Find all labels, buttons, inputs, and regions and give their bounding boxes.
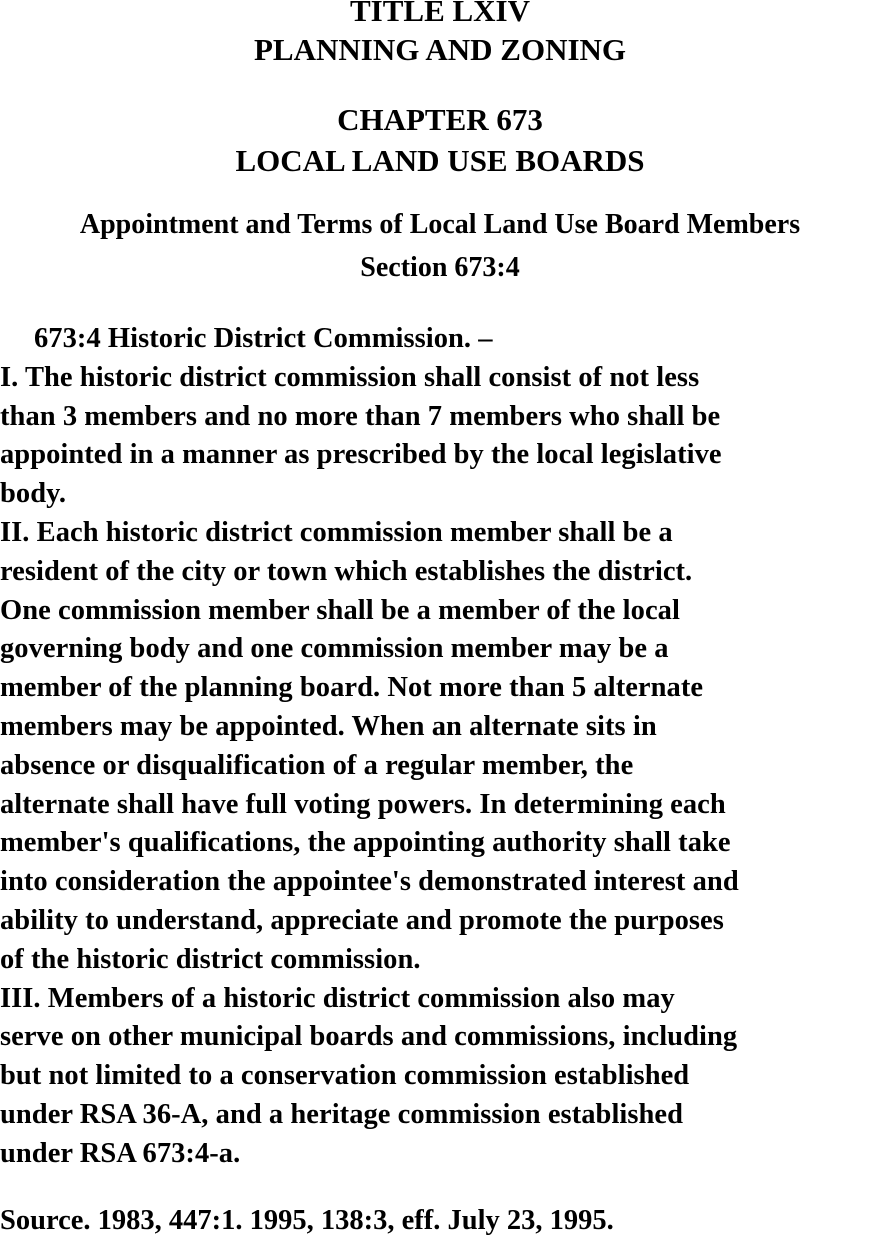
paragraph-ii-line: member's qualifications, the appointing authority shall take [0,827,731,859]
paragraph-iii-line: serve on other municipal boards and commissions, including [0,1021,738,1053]
title-block [0,0,880,69]
paragraph-ii-line: II. Each historic district commission member shall be a [0,516,673,548]
paragraph-i-line: than 3 members and no more than 7 members who shall be [0,400,721,432]
paragraph-ii-line: One commission member shall be a member of the local [0,594,680,626]
title-number: TITLE LXIV [349,0,531,28]
paragraph-ii-line: governing body and one commission member may be a [0,633,669,665]
paragraph-iii-line: but not limited to a conservation commission established [0,1060,690,1092]
chapter-block [0,99,880,181]
chapter-number: CHAPTER 673 [337,102,543,137]
section-heading: Appointment and Terms of Local Land Use Board Members [79,209,801,240]
paragraph-ii-line: resident of the city or town which establishes the district. [0,555,693,587]
paragraph-ii-line: ability to understand, appreciate and promote the purposes [0,904,724,936]
statute-body [0,320,880,1174]
paragraph-iii-line: under RSA 36-A, and a heritage commission established [0,1098,684,1130]
chapter-name: LOCAL LAND USE BOARDS [235,143,645,178]
paragraph-iii-line: under RSA 673:4-a. [0,1137,241,1169]
paragraph-iii-line: III. Members of a historic district commission also may [0,982,675,1014]
paragraph-i-line: body. [0,478,67,510]
paragraph-i-line: I. The historic district commission shall consist of not less [0,361,700,393]
section-number: Section 673:4 [360,252,520,283]
paragraph-ii-line: into consideration the appointee's demonstrated interest and [0,866,739,898]
paragraph-ii-line: absence or disqualification of a regular member, the [0,749,634,781]
paragraph-ii-line: member of the planning board. Not more than 5 alternate [0,672,704,704]
title-name: PLANNING AND ZONING [253,32,627,67]
section-caption: 673:4 Historic District Commission. – [34,323,493,354]
source-citation: Source. 1983, 447:1. 1995, 138:3, eff. July 23, 1995. [0,1205,614,1236]
paragraph-ii-line: members may be appointed. When an alternate sits in [0,710,657,742]
paragraph-ii-line: of the historic district commission. [0,943,421,975]
paragraph-ii-line: alternate shall have full voting powers. In determining each [0,788,726,820]
paragraph-i-line: appointed in a manner as prescribed by the local legislative [0,439,722,471]
section-block [0,203,880,289]
